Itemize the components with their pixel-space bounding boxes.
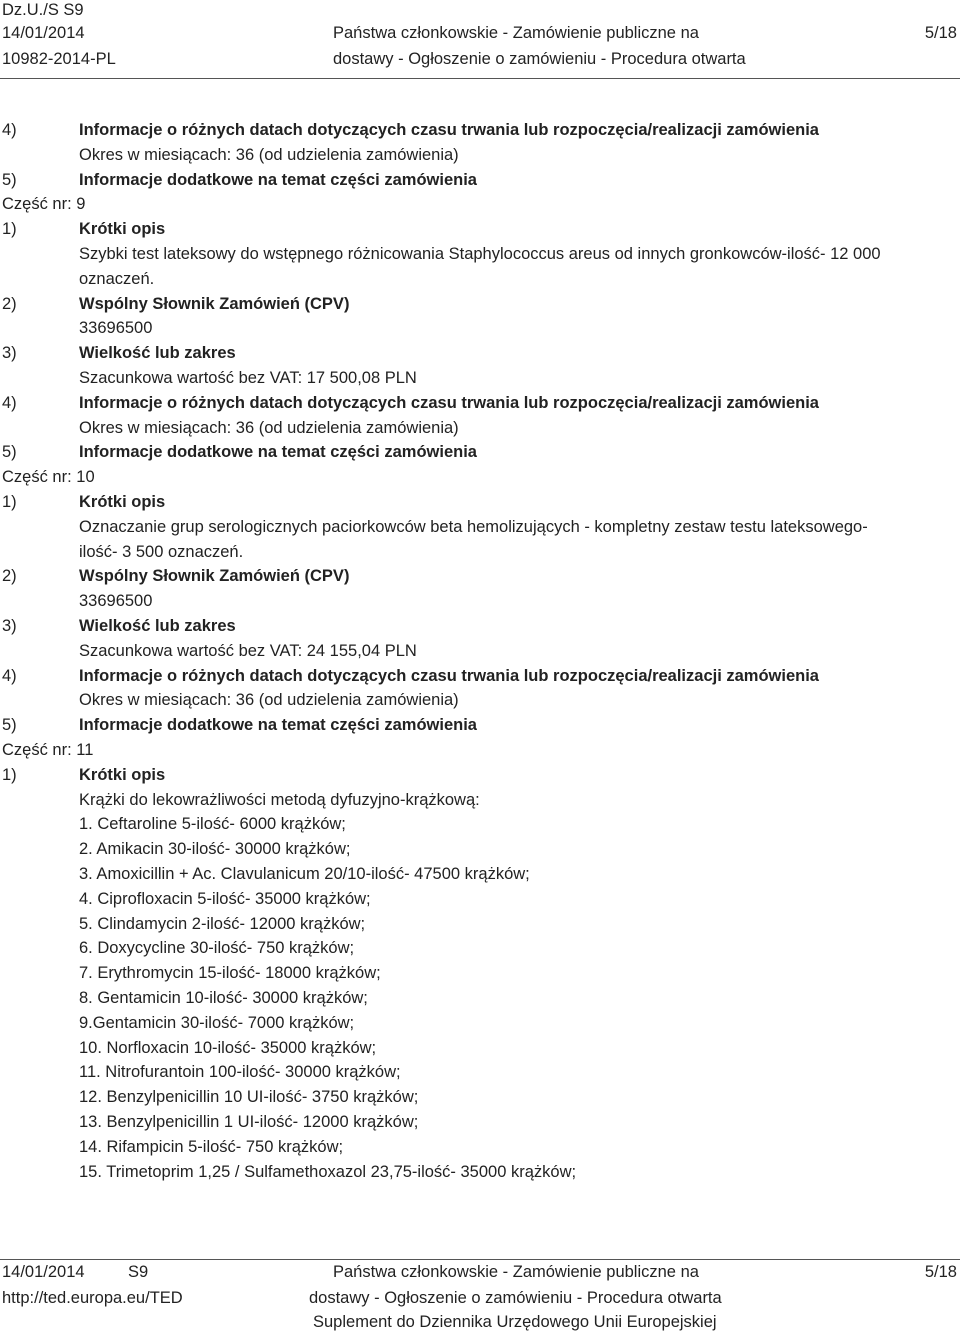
line-text: Informacje dodatkowe na temat części zamówienia [79, 716, 477, 735]
line-text: Informacje o różnych datach dotyczących czasu trwania lub rozpoczęcia/realizacji zamówienia [79, 666, 819, 685]
line-text: 7. Erythromycin 15-ilość- 18000 krążków; [79, 964, 381, 983]
header-divider [0, 78, 960, 79]
footer-divider [0, 1259, 960, 1260]
line-text: 2. Amikacin 30-ilość- 30000 krążków; [79, 840, 351, 859]
line-text: 33696500 [79, 592, 153, 611]
line-text: Oznaczanie grup serologicznych paciorkowców beta hemolizujących - kompletny zestaw testu lateksowego- [79, 517, 868, 536]
page-footer [0, 1263, 960, 1334]
line-text: 1. Ceftaroline 5-ilość- 6000 krążków; [79, 815, 346, 834]
header-notice-number: 10982-2014-PL [2, 50, 116, 68]
line-text: Szybki test lateksowy do wstępnego różnicowania Staphylococcus areus od innych gronkowców-ilość- 12 000 [79, 245, 881, 263]
line-text: 14. Rifampicin 5-ilość- 750 krążków; [79, 1137, 344, 1156]
line-number: 1) [2, 493, 17, 511]
line-text: Informacje o różnych datach dotyczących czasu trwania lub rozpoczęcia/realizacji zamówienia [79, 393, 819, 412]
footer-url[interactable]: http://ted.europa.eu/TED [2, 1289, 183, 1307]
line-text: Krótki opis [79, 493, 166, 511]
line-number: 5) [2, 716, 17, 735]
line-text: Krótki opis [79, 220, 166, 239]
line-text: Okres w miesiącach: 36 (od udzielenia zamówienia) [79, 418, 459, 437]
line-text: Wspólny Słownik Zamówień (CPV) [79, 567, 350, 586]
page-header [0, 0, 960, 76]
line-text: 15. Trimetoprim 1,25 / Sulfamethoxazol 23,75-ilość- 35000 krążków; [79, 1162, 577, 1181]
line-number: Część nr: 9 [2, 195, 86, 214]
line-text: Wielkość lub zakres [79, 617, 236, 635]
line-text: 12. Benzylpenicillin 10 UI-ilość- 3750 krążków; [79, 1088, 419, 1107]
header-title-line2: dostawy - Ogłoszenie o zamówieniu - Procedura otwarta [333, 50, 746, 68]
line-number: 4) [2, 121, 17, 139]
line-text: Informacje dodatkowe na temat części zamówienia [79, 443, 477, 462]
footer-supplement: Suplement do Dziennika Urzędowego Unii Europejskiej [313, 1313, 717, 1331]
line-text: Krążki do lekowrażliwości metodą dyfuzyjno-krążkową: [79, 790, 480, 809]
line-text: Szacunkowa wartość bez VAT: 17 500,08 PLN [79, 369, 417, 387]
line-text: Krótki opis [79, 765, 166, 784]
footer-series: S9 [128, 1263, 149, 1281]
line-text: oznaczeń. [79, 269, 155, 288]
line-text: 6. Doxycycline 30-ilość- 750 krążków; [79, 939, 355, 958]
line-text: 8. Gentamicin 10-ilość- 30000 krążków; [79, 989, 368, 1007]
line-text: Informacje o różnych datach dotyczących czasu trwania lub rozpoczęcia/realizacji zamówienia [79, 121, 819, 139]
line-number: 2) [2, 567, 17, 586]
header-date: 14/01/2014 [2, 24, 85, 42]
line-text: 3. Amoxicillin + Ac. Clavulanicum 20/10-ilość- 47500 krążków; [79, 865, 530, 883]
line-number: Część nr: 10 [2, 468, 95, 487]
line-number: 1) [2, 220, 17, 239]
line-number: 1) [2, 765, 17, 784]
line-number: 5) [2, 443, 17, 462]
line-number: 4) [2, 393, 17, 412]
line-text: 9.Gentamicin 30-ilość- 7000 krążków; [79, 1013, 355, 1032]
line-number: 4) [2, 666, 17, 685]
header-title-line1: Państwa członkowskie - Zamówienie publiczne na [333, 24, 699, 42]
line-text: Informacje dodatkowe na temat części zamówienia [79, 170, 477, 189]
line-number: 3) [2, 617, 17, 635]
line-number: 3) [2, 344, 17, 363]
line-number: Część nr: 11 [2, 741, 94, 759]
line-number: 2) [2, 294, 17, 313]
line-text: 33696500 [79, 319, 153, 338]
footer-page-number: 5/18 [924, 1263, 957, 1281]
line-text: 5. Clindamycin 2-ilość- 12000 krążków; [79, 914, 366, 933]
line-text: Okres w miesiącach: 36 (od udzielenia zamówienia) [79, 691, 459, 710]
line-text: ilość- 3 500 oznaczeń. [79, 542, 244, 561]
line-text: 4. Ciprofloxacin 5-ilość- 35000 krążków; [79, 889, 371, 908]
footer-date: 14/01/2014 [2, 1263, 85, 1281]
footer-title-line1: Państwa członkowskie - Zamówienie publiczne na [333, 1263, 699, 1281]
header-page-number: 5/18 [924, 24, 957, 42]
line-text: 13. Benzylpenicillin 1 UI-ilość- 12000 krążków; [79, 1113, 419, 1131]
line-text: Okres w miesiącach: 36 (od udzielenia zamówienia) [79, 145, 459, 164]
line-text: Szacunkowa wartość bez VAT: 24 155,04 PLN [79, 641, 417, 660]
line-text: Wspólny Słownik Zamówień (CPV) [79, 294, 350, 313]
line-text: Wielkość lub zakres [79, 344, 236, 363]
line-text: 11. Nitrofurantoin 100-ilość- 30000 krążków; [79, 1063, 401, 1082]
footer-title-line2: dostawy - Ogłoszenie o zamówieniu - Procedura otwarta [309, 1289, 722, 1307]
line-text: 10. Norfloxacin 10-ilość- 35000 krążków; [79, 1038, 377, 1057]
line-number: 5) [2, 170, 17, 189]
header-journal-ref: Dz.U./S S9 [2, 1, 84, 19]
